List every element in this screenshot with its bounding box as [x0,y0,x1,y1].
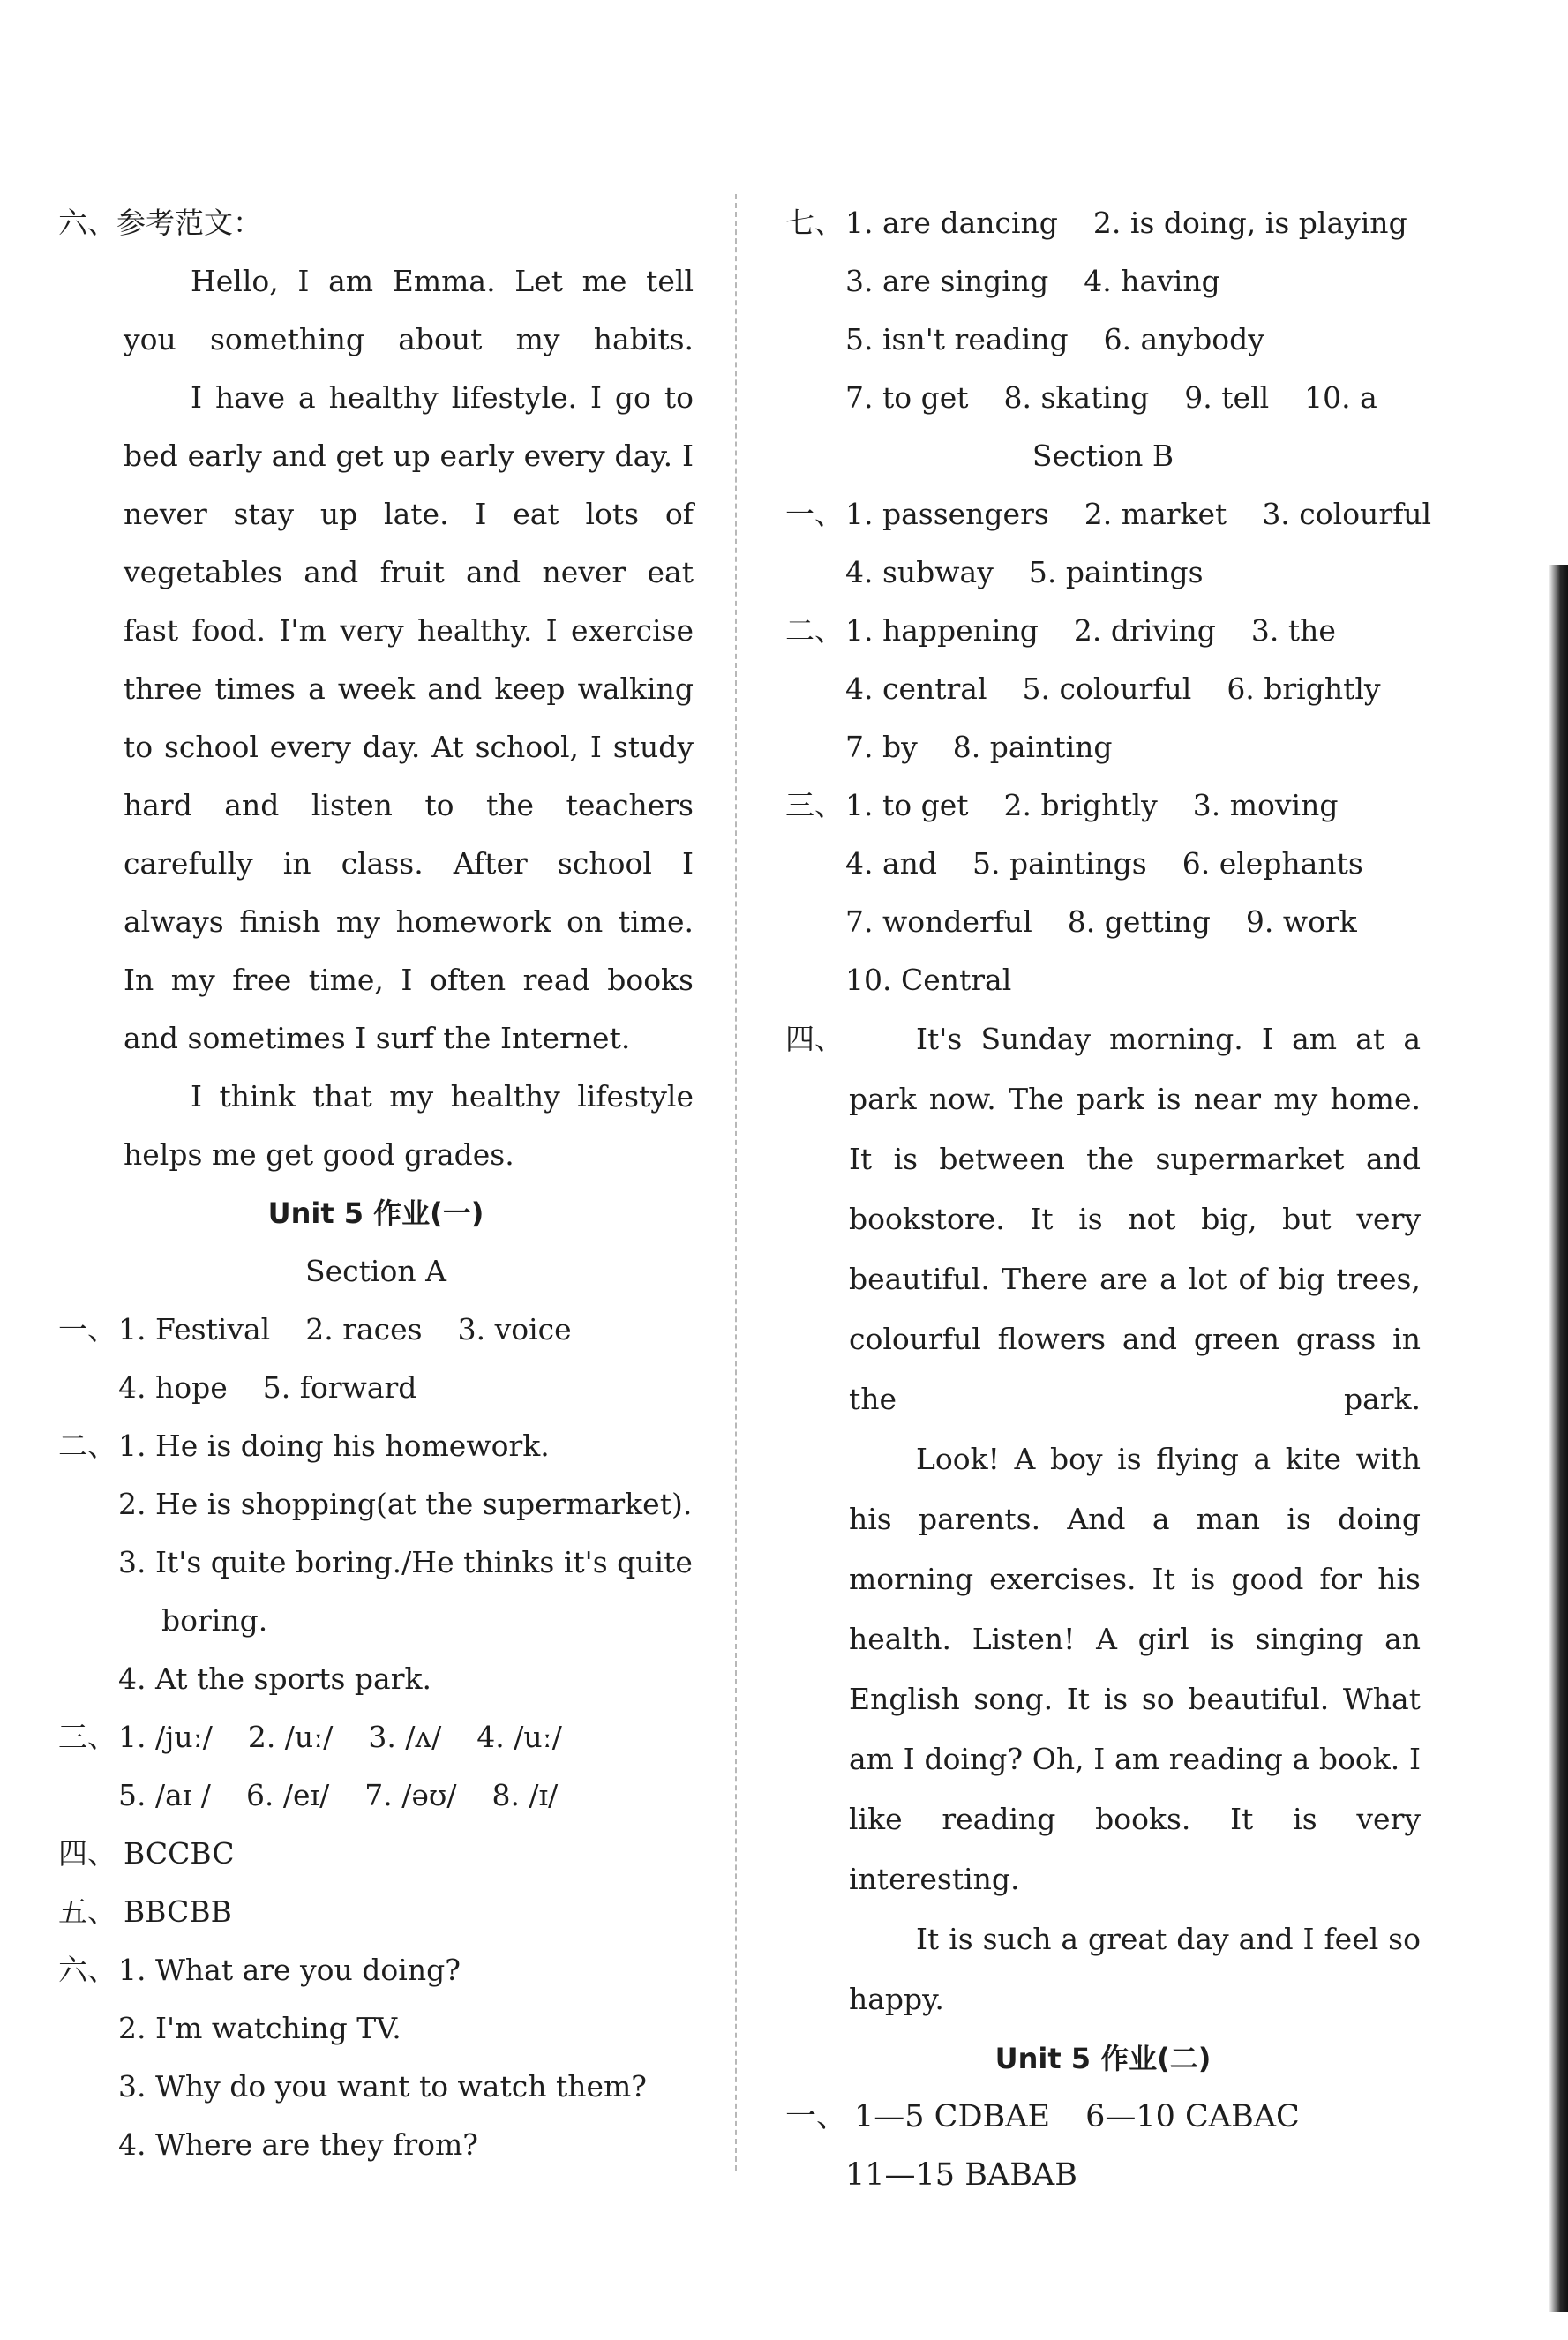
answer-item: 2. I'm watching TV. [118,2011,401,2045]
unit-title: Unit 5 作业(二) [994,2042,1212,2075]
question-row [58,1766,694,1825]
answer-item: 8. /ɪ/ [491,1778,559,1812]
question-number: 二、 [58,1429,116,1463]
answer-item: 1. passengers [845,497,1049,531]
answer-item: 8. getting [1067,904,1211,939]
answer-item: 3. colourful [1262,497,1432,531]
question-number: 三、 [58,1720,116,1754]
question-row [785,893,1421,951]
column-divider [735,194,737,2171]
section-heading: Section B [1032,439,1174,473]
question-number: 四、 [785,1022,844,1056]
question-row [785,602,1421,660]
question-row [785,194,1421,252]
answer-item: 6. /eɪ/ [245,1778,330,1812]
answer-item: 9. work [1245,904,1357,939]
question-row [785,776,1421,835]
question-row [785,835,1421,893]
question-row [785,951,1421,1009]
answer-item: 4. central [845,671,987,706]
answer-item: 4. At the sports park. [118,1661,431,1696]
answer-item: 1. Festival [118,1312,271,1346]
answer-item: 2. brightly [1003,788,1158,822]
answer-item: 5. paintings [1028,555,1204,589]
writing-answer [785,1009,1421,2029]
left-column [58,194,694,2174]
answer-item: 9. tell [1184,380,1270,415]
question-number: 二、 [785,613,844,648]
essay-paragraph: Hello, I am Emma. Let me tell you something about my habits. [124,264,694,356]
question-number: 五、 [58,1894,116,1929]
answer-item: 2. driving [1073,613,1216,648]
answer-item: 1. happening [845,613,1039,648]
unit-title: Unit 5 作业(一) [267,1196,484,1230]
passage-paragraph: It's Sunday morning. I am at a park now. The park is near my home. It is between the supermarket and bookstore. It is not big, but very beautiful. There are a lot of big trees, colourful flowers and green grass in the park. [849,1022,1421,1416]
question-row [785,485,1432,544]
answer-item: 4. and [845,846,938,881]
answer-item: 4. subway [845,555,994,589]
passage-paragraph: It is such a great day and I feel so happy. [849,1922,1421,2016]
answer-item: 5. forward [262,1370,417,1405]
answer-item: 8. skating [1003,380,1150,415]
answer-item: 4. hope [118,1370,228,1405]
sample-essay [58,252,694,1184]
essay-paragraph: I have a healthy lifestyle. I go to bed early and get up early every day. I never stay up late. I eat lots of vegetables and fruit and never eat fast food. I'm very healthy. I exercise three times a week and keep walking to school every day. At school, I study hard and listen to the teachers carefully in class. After school I always finish my homework on time. In my free time, I often read books and sometimes I surf the Internet. [124,380,694,1055]
answer-item: 1—5 CDBAE [854,2099,1051,2134]
question-row [785,2088,1421,2146]
answer-item: BCCBC [124,1836,235,1871]
answer-item: 5. isn't reading [845,322,1069,356]
answer-item: 6—10 CABAC [1085,2099,1300,2134]
question-row [785,311,1421,369]
answer-item: 6. elephants [1182,846,1363,881]
answer-item: 5. /aɪ / [118,1778,211,1812]
answer-item: 3. voice [457,1312,572,1346]
answer-item: 2. is doing, is playing [1092,206,1407,240]
question-row [58,1883,694,1941]
question-row [785,660,1421,718]
answer-item: 4. Where are they from? [118,2127,478,2162]
answer-item: 3. /ʌ/ [368,1720,442,1754]
answer-item: 2. /uː/ [247,1720,334,1754]
answer-item: 3. Why do you want to watch them? [118,2069,647,2104]
sample-passage [785,1009,1421,2029]
question-number: 七、 [785,206,844,240]
question-row [58,1301,694,1359]
answer-item: 4. /uː/ [476,1720,562,1754]
answer-item: 1. are dancing [845,206,1058,240]
question-number: 一、 [58,1312,116,1346]
answer-item: 1. What are you doing? [118,1953,461,1987]
question-number: 一、 [785,2099,848,2134]
question-row [785,2146,1421,2204]
answer-item: 1. to get [845,788,969,822]
essay-paragraph: I think that my healthy lifestyle helps me get good grades. [124,1079,694,1172]
answer-item: boring. [161,1603,268,1638]
answer-item: 4. having [1084,264,1220,298]
answer-item: 7. wonderful [845,904,1032,939]
question-row [785,544,1421,602]
answer-item: 8. painting [952,730,1113,764]
question-row [58,1359,694,1417]
page-edge-shadow [1549,565,1568,2312]
essay-heading: 六、参考范文： [58,206,262,240]
answer-item: 1. He is doing his homework. [118,1429,550,1463]
question-row [785,252,1421,311]
question-row [58,1708,694,1766]
question-row [58,1825,694,1883]
answer-item: 10. Central [845,963,1012,997]
answer-item: 7. by [845,730,918,764]
question-row [785,718,1421,776]
question-number: 四、 [58,1836,116,1871]
section-heading: Section A [305,1254,446,1288]
question-row [58,1417,694,1475]
answer-item: 3. the [1250,613,1336,648]
answer-item: 6. anybody [1103,322,1264,356]
answer-item: 3. are singing [845,264,1049,298]
answer-item: 11—15 BABAB [845,2157,1077,2193]
answer-item: 3. moving [1192,788,1339,822]
question-number: 六、 [58,1953,116,1987]
answer-item: 2. market [1084,497,1227,531]
question-number: 三、 [785,788,844,822]
answer-item: 5. paintings [972,846,1147,881]
answer-item: 1. /juː/ [118,1720,213,1754]
answer-item: 2. races [305,1312,423,1346]
right-column [785,194,1432,2204]
passage-paragraph: Look! A boy is flying a kite with his parents. And a man is doing morning exercises. It is good for his health. Listen! A girl is singing an English song. It is so beautiful. What am I doing? Oh, I am reading a book. I like reading books. It is very interesting. [849,1442,1421,1896]
answer-item: 6. brightly [1227,671,1381,706]
answer-item: BBCBB [124,1894,232,1929]
answer-item: 7. /əʊ/ [364,1778,457,1812]
answer-item: 5. colourful [1022,671,1192,706]
question-number: 一、 [785,497,844,531]
answer-item: 10. a [1304,380,1377,415]
question-row [785,369,1421,427]
answer-item: 3. It's quite boring./He thinks it's quite [118,1545,693,1579]
answer-item: 2. He is shopping(at the supermarket). [118,1487,693,1521]
question-row [58,1941,694,1999]
answer-item: 7. to get [845,380,969,415]
